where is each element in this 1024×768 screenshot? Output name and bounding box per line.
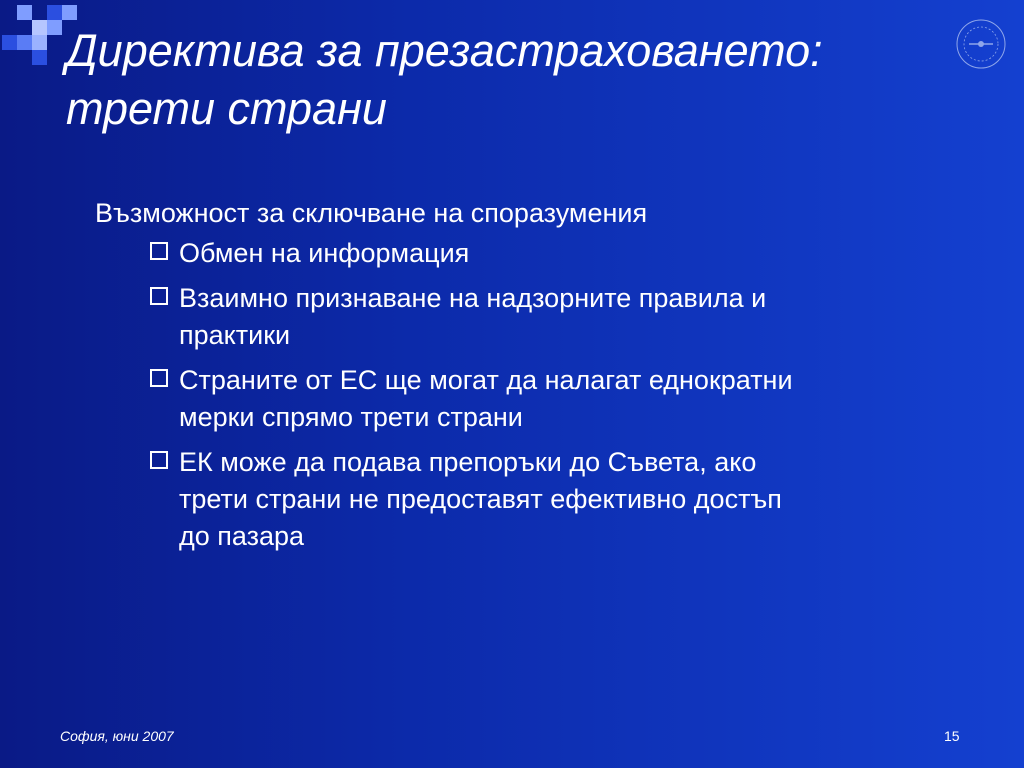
item-line: Страните от ЕС ще могат да налагат еднократни <box>179 365 793 395</box>
bullet-item <box>95 280 975 354</box>
title-line-2: трети страни <box>66 83 387 134</box>
checkbox-square-icon <box>150 242 168 260</box>
checkbox-square-icon <box>150 369 168 387</box>
checkbox-square-icon <box>150 287 168 305</box>
slide-body <box>95 195 975 563</box>
emblem-logo-icon <box>955 18 1007 70</box>
bullet-item <box>95 444 975 555</box>
footer-location-date: София, юни 2007 <box>60 728 174 744</box>
item-line: практики <box>179 320 291 350</box>
item-line: Обмен на информация <box>179 238 470 268</box>
item-line: трети страни не предоставят ефективно достъп <box>179 484 782 514</box>
title-line-1: Директива за презастраховането: <box>66 25 823 76</box>
level1-text: Възможност за сключване на споразумения <box>95 198 648 228</box>
bullet-item <box>95 235 975 272</box>
bullet-item <box>95 362 975 436</box>
slide-title <box>66 22 946 138</box>
item-line: до пазара <box>179 521 305 551</box>
item-line: мерки спрямо трети страни <box>179 402 523 432</box>
page-number: 15 <box>944 728 960 744</box>
item-line: ЕК може да подава препоръки до Съвета, ако <box>179 447 757 477</box>
checkbox-square-icon <box>150 451 168 469</box>
item-line: Взаимно признаване на надзорните правила и <box>179 283 767 313</box>
